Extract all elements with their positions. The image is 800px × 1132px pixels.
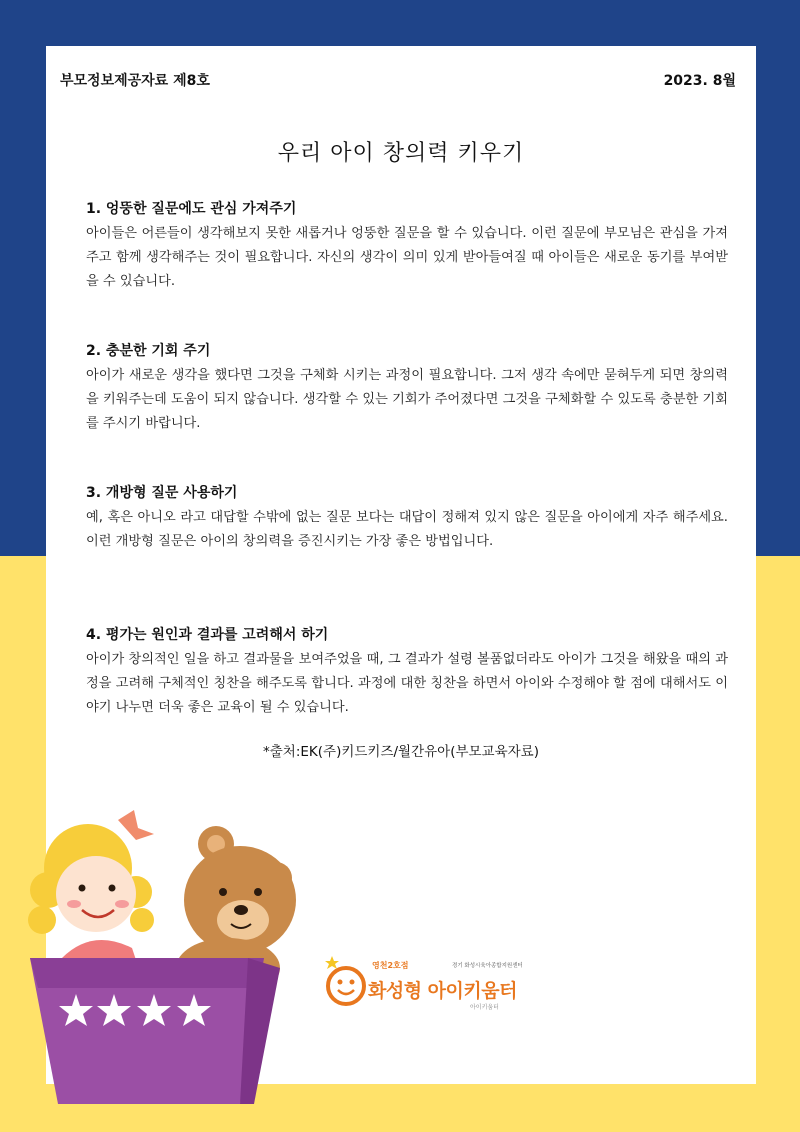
- sun-face-icon: [325, 956, 364, 1004]
- section-heading: 4. 평가는 원인과 결과를 고려해서 하기: [86, 627, 329, 643]
- section-body: 예, 혹은 아니오 라고 대답할 수밖에 없는 질문 보다는 대답이 정해져 있지 않은 질문을 아이에게 자주 해주세요. 이런 개방형 질문은 아이의 창의력을 증진시키는 가장 좋은 방법입니다.: [86, 510, 728, 549]
- page-title: 우리 아이 창의력 키우기: [277, 141, 525, 166]
- section-heading: 3. 개방형 질문 사용하기: [86, 485, 238, 501]
- logo-subtitle: 아이키움터: [470, 1004, 499, 1011]
- logo-branch-label: 영천2호점: [372, 961, 409, 970]
- issue-date: 2023. 8월: [663, 73, 736, 89]
- section-body: 아이가 창의적인 일을 하고 결과물을 보여주었을 때, 그 결과가 설령 볼품없더라도 아이가 그것을 해왔을 때의 과정을 고려해 구체적인 칭찬을 해주도록 합니다. 과정에 대한 칭찬을 하면서 아이와 수정해야 할 점에 대해서도 이야기 나누면 더욱 좋은 교육이 될 수 있습니다.: [86, 652, 728, 715]
- section-3: [86, 482, 728, 554]
- logo-name: 화성형 아이키움터: [368, 980, 517, 1002]
- section-heading: 2. 충분한 기회 주기: [86, 343, 211, 359]
- source-citation: *출처:EK(주)키드키즈/월간유아(부모교육자료): [263, 744, 539, 760]
- section-1: [86, 198, 728, 294]
- section-2: [86, 340, 728, 436]
- section-body: 아이가 새로운 생각을 했다면 그것을 구체화 시키는 과정이 필요합니다. 그저 생각 속에만 묻혀두게 되면 창의력을 키워주는데 도움이 되지 않습니다. 생각할 수 있는 기회가 주어졌다면 그것을 구체화할 수 있도록 충분한 기회를 주시기 바랍니다.: [86, 368, 728, 431]
- section-body: 아이들은 어른들이 생각해보지 못한 새롭거나 엉뚱한 질문을 할 수 있습니다. 이런 질문에 부모님은 관심을 가져주고 함께 생각해주는 것이 필요합니다. 자신의 생각이 의미 있게 받아들여질 때 아이들은 새로운 동기를 부여받을 수 있습니다.: [86, 226, 728, 289]
- issue-label: 부모정보제공자료 제8호: [60, 73, 210, 89]
- doll-icon: [28, 810, 154, 978]
- doll-and-bear-illustration: [18, 808, 308, 1108]
- section-heading: 1. 엉뚱한 질문에도 관심 가져주기: [86, 201, 297, 217]
- section-4: [86, 624, 728, 720]
- logo-center-label: 경기 화성시육아종합지원센터: [452, 963, 523, 969]
- star-box-icon: [30, 958, 280, 1104]
